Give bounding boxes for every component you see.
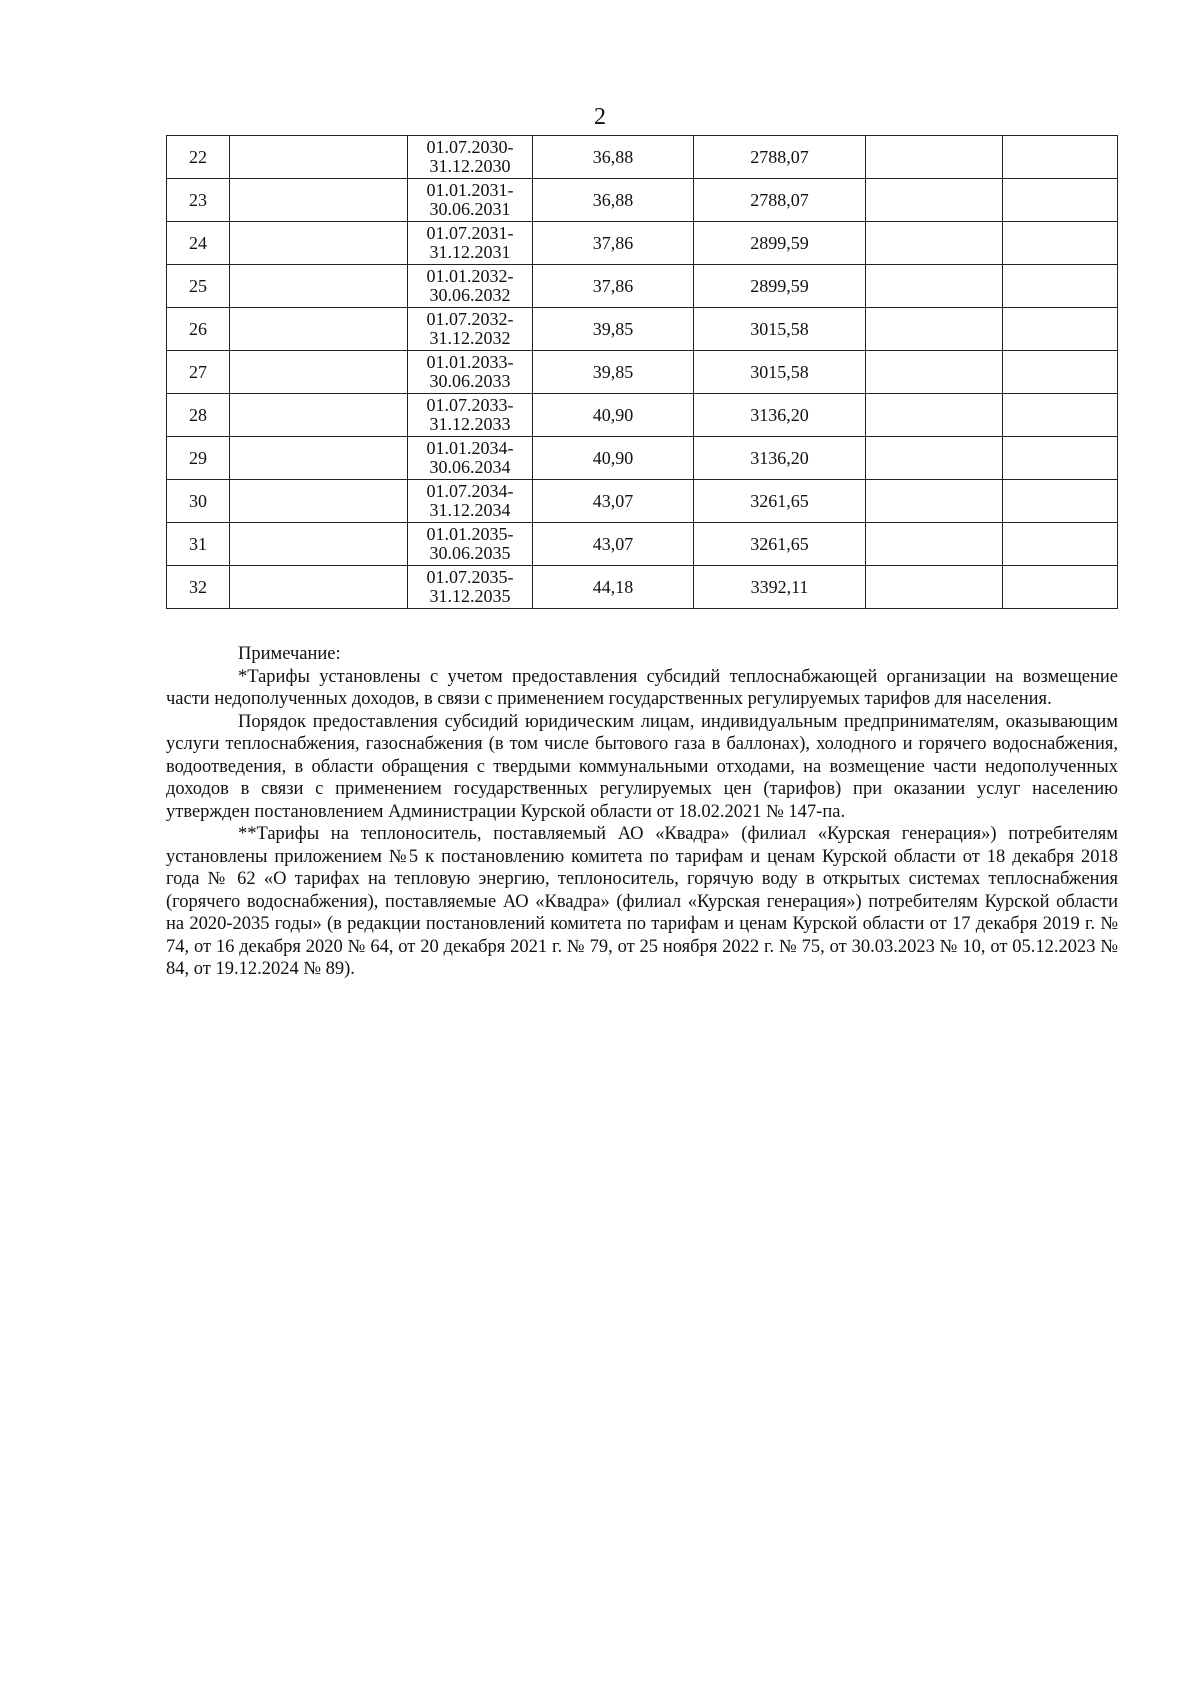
empty-cell <box>1003 437 1118 480</box>
notes-title: Примечание: <box>238 644 341 664</box>
empty-cell <box>230 480 408 523</box>
row-number-cell: 24 <box>167 222 230 265</box>
table-row <box>167 480 1118 523</box>
tariff-value-cell: 37,86 <box>533 265 694 308</box>
row-number-cell: 27 <box>167 351 230 394</box>
period-start: 01.07.2031- <box>426 223 514 243</box>
empty-cell <box>866 566 1003 609</box>
table-row <box>167 308 1118 351</box>
tariff-value-cell: 39,85 <box>533 308 694 351</box>
empty-cell <box>866 437 1003 480</box>
table-row <box>167 437 1118 480</box>
tariff-value-cell: 44,18 <box>533 566 694 609</box>
row-number-cell: 31 <box>167 523 230 566</box>
tariff-value-cell: 2899,59 <box>694 222 866 265</box>
period-end: 31.12.2030 <box>429 156 511 176</box>
period-start: 01.01.2033- <box>426 352 514 372</box>
empty-cell <box>230 351 408 394</box>
tariff-value-cell: 3392,11 <box>694 566 866 609</box>
period-end: 31.12.2031 <box>429 242 511 262</box>
tariff-value-cell: 3015,58 <box>694 351 866 394</box>
tariff-value-cell: 37,86 <box>533 222 694 265</box>
tariff-value-cell: 3136,20 <box>694 437 866 480</box>
row-number-cell: 26 <box>167 308 230 351</box>
table-row <box>167 394 1118 437</box>
period-start: 01.01.2031- <box>426 180 514 200</box>
period-end: 30.06.2032 <box>429 285 511 305</box>
table-row <box>167 265 1118 308</box>
row-number-cell: 22 <box>167 136 230 179</box>
empty-cell <box>866 523 1003 566</box>
empty-cell <box>1003 566 1118 609</box>
period-start: 01.01.2035- <box>426 524 514 544</box>
tariff-value-cell: 36,88 <box>533 136 694 179</box>
empty-cell <box>866 480 1003 523</box>
table-row <box>167 179 1118 222</box>
empty-cell <box>230 566 408 609</box>
row-number-cell: 28 <box>167 394 230 437</box>
empty-cell <box>866 394 1003 437</box>
empty-cell <box>1003 523 1118 566</box>
empty-cell <box>230 437 408 480</box>
empty-cell <box>230 523 408 566</box>
period-cell <box>408 308 533 351</box>
period-cell <box>408 480 533 523</box>
empty-cell <box>866 265 1003 308</box>
empty-cell <box>230 308 408 351</box>
empty-cell <box>866 351 1003 394</box>
period-cell <box>408 437 533 480</box>
period-cell <box>408 351 533 394</box>
empty-cell <box>230 222 408 265</box>
period-end: 30.06.2031 <box>429 199 511 219</box>
empty-cell <box>230 136 408 179</box>
period-cell <box>408 394 533 437</box>
period-start: 01.07.2033- <box>426 395 514 415</box>
tariff-value-cell: 3261,65 <box>694 480 866 523</box>
tariff-value-cell: 43,07 <box>533 523 694 566</box>
tariff-value-cell: 2788,07 <box>694 136 866 179</box>
period-cell <box>408 222 533 265</box>
period-end: 31.12.2032 <box>429 328 511 348</box>
empty-cell <box>1003 136 1118 179</box>
row-number-cell: 25 <box>167 265 230 308</box>
table-row <box>167 136 1118 179</box>
empty-cell <box>1003 265 1118 308</box>
tariff-value-cell: 40,90 <box>533 394 694 437</box>
period-end: 31.12.2035 <box>429 586 511 606</box>
tariff-value-cell: 36,88 <box>533 179 694 222</box>
period-start: 01.07.2030- <box>426 137 514 157</box>
table-row <box>167 222 1118 265</box>
note-paragraph-subsidies: *Тарифы установлены с учетом предоставления субсидий теплоснабжающей организации на возмещение части недополученных доходов, в связи с применением государственных регулируемых тарифов для населения. <box>166 666 1118 709</box>
empty-cell <box>230 394 408 437</box>
empty-cell <box>1003 351 1118 394</box>
tariff-value-cell: 40,90 <box>533 437 694 480</box>
tariff-value-cell: 39,85 <box>533 351 694 394</box>
empty-cell <box>1003 222 1118 265</box>
tariff-value-cell: 2788,07 <box>694 179 866 222</box>
tariff-table-body <box>167 136 1118 609</box>
period-end: 31.12.2033 <box>429 414 511 434</box>
period-start: 01.07.2032- <box>426 309 514 329</box>
row-number-cell: 23 <box>167 179 230 222</box>
tariff-value-cell: 3015,58 <box>694 308 866 351</box>
row-number-cell: 32 <box>167 566 230 609</box>
period-cell <box>408 566 533 609</box>
notes-section <box>166 643 1118 981</box>
period-start: 01.07.2035- <box>426 567 514 587</box>
period-cell <box>408 136 533 179</box>
empty-cell <box>1003 308 1118 351</box>
period-end: 30.06.2034 <box>429 457 511 477</box>
empty-cell <box>866 179 1003 222</box>
tariff-value-cell: 3136,20 <box>694 394 866 437</box>
empty-cell <box>230 179 408 222</box>
period-end: 30.06.2033 <box>429 371 511 391</box>
empty-cell <box>1003 480 1118 523</box>
period-end: 30.06.2035 <box>429 543 511 563</box>
note-paragraph-heat-carrier: **Тарифы на теплоноситель, поставляемый АО «Квадра» (филиал «Курская генерация») потребителям установлены приложением №5 к постановлению комитета по тарифам и ценам Курской области от 18 декабря 2018 года № 62 «О тарифах на тепловую энергию, теплоноситель, горячую воду в открытых системах теплоснабжения (горячего водоснабжения), поставляемые АО «Квадра» (филиал «Курская генерация») потребителям Курской области на 2020-2035 годы» (в редакции постановлений комитета по тарифам и ценам Курской области от 17 декабря 2019 г. № 74, от 16 декабря 2020 № 64, от 20 декабря 2021 г. № 79, от 25 ноября 2022 г. № 75, от 30.03.2023 № 10, от 05.12.2023 № 84, от 19.12.2024 № 89). <box>166 824 1118 979</box>
period-cell <box>408 523 533 566</box>
empty-cell <box>230 265 408 308</box>
empty-cell <box>866 308 1003 351</box>
tariff-value-cell: 43,07 <box>533 480 694 523</box>
period-start: 01.07.2034- <box>426 481 514 501</box>
page-number: 2 <box>594 104 606 130</box>
empty-cell <box>1003 394 1118 437</box>
table-row <box>167 351 1118 394</box>
period-start: 01.01.2032- <box>426 266 514 286</box>
note-paragraph-procedure: Порядок предоставления субсидий юридическим лицам, индивидуальным предпринимателям, оказывающим услуги теплоснабжения, газоснабжения (в том числе бытового газа в баллонах), холодного и горячего водоснабжения, водоотведения, в области обращения с твердыми коммунальными отходами, на возмещение части недополученных доходов в связи с применением государственных регулируемых цен (тарифов) при оказании услуг населению утвержден постановлением Администрации Курской области от 18.02.2021 № 147-па. <box>166 711 1118 822</box>
period-cell <box>408 265 533 308</box>
row-number-cell: 30 <box>167 480 230 523</box>
table-row <box>167 523 1118 566</box>
tariff-value-cell: 3261,65 <box>694 523 866 566</box>
table-row <box>167 566 1118 609</box>
period-cell <box>408 179 533 222</box>
tariff-table <box>166 135 1118 609</box>
period-end: 31.12.2034 <box>429 500 511 520</box>
empty-cell <box>1003 179 1118 222</box>
row-number-cell: 29 <box>167 437 230 480</box>
empty-cell <box>866 136 1003 179</box>
period-start: 01.01.2034- <box>426 438 514 458</box>
tariff-value-cell: 2899,59 <box>694 265 866 308</box>
empty-cell <box>866 222 1003 265</box>
